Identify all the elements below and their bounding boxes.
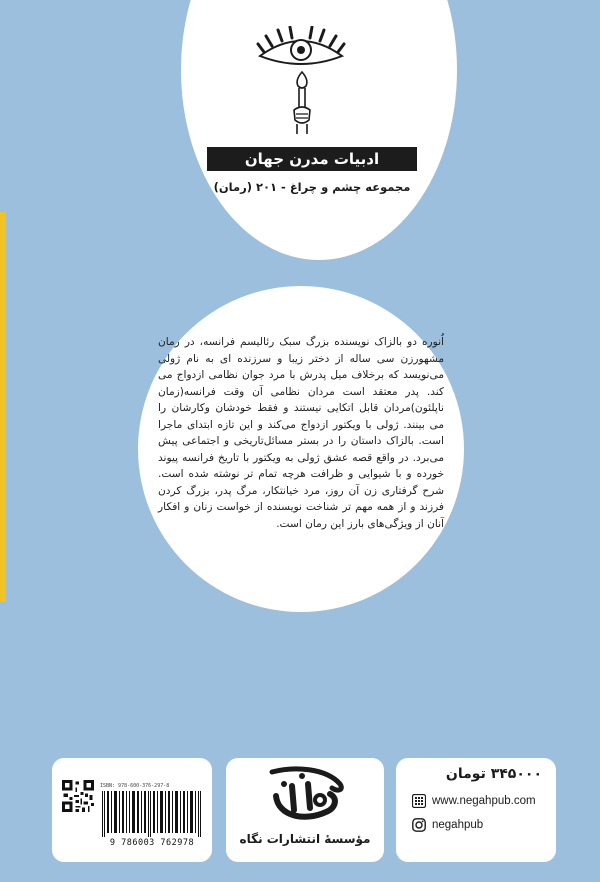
isbn-small-text: ISBN: 978-600-376-297-8 — [100, 783, 170, 789]
barcode-card — [52, 758, 212, 862]
instagram-icon — [412, 818, 426, 832]
website-text: www.negahpub.com — [432, 795, 536, 807]
eye-icon — [256, 26, 346, 70]
price-label: ۳۴۵۰۰۰ تومان — [445, 766, 542, 782]
publisher-card — [226, 758, 384, 862]
barcode — [100, 791, 204, 837]
series-title-band: ادبیات مدرن جهان — [207, 147, 417, 171]
spine-edge-stripe — [0, 212, 6, 602]
publisher-name: مؤسسهٔ انتشارات نگاه — [239, 832, 371, 846]
contact-card — [396, 758, 556, 862]
instagram-row — [412, 818, 483, 832]
qr-code — [62, 780, 94, 812]
synopsis-text: اُنوره دو بالزاک نویسنده بزرگ سبک رئالیسم فرانسه، در رمان مشهورزن سی ساله از دختر زیبا و سرزنده ای به نام ژولی می‌نویسد که برخلاف میل پدرش با مرد جوان نظامی ازدواج می کند. پدر معتقد است مردان نظامی آن وقت فرانسه(زمان ناپلئون)مردان قابل اتکایی نیستند و فقط خودشان وکارشان را می بینند. ژولی با ویکتور ازدواج می‌کند و این تازه ابتدای ماجرا است. بالزاک داستان را در بستر مسائل‌تاریخی و اجتماعی پیش می‌برد. در واقع قصه عشق ژولی به ویکتور با تاریخ فرانسه پیوند خورده و با شیوایی و ظرافت هرچه تمام تر نوشته شده است. شرح گرفتاری زن آن روز، مرد خیانتکار، مرگ پدر، بزرگ کردن فرزند و از همه مهم تر شناخت نویسنده از خواست زنان و افکار آنان از ویژگی‌های بارز این رمان است. — [158, 336, 444, 530]
website-row — [412, 794, 536, 808]
lamp-hand-icon — [289, 70, 315, 136]
grid-icon — [412, 794, 426, 808]
instagram-handle: negahpub — [432, 819, 484, 831]
publisher-logo — [264, 766, 346, 828]
series-subtitle: مجموعه چشم و چراغ - ۲۰۱ (رمان) — [213, 180, 411, 194]
isbn-digits: 9 786003 762978 — [109, 838, 195, 848]
